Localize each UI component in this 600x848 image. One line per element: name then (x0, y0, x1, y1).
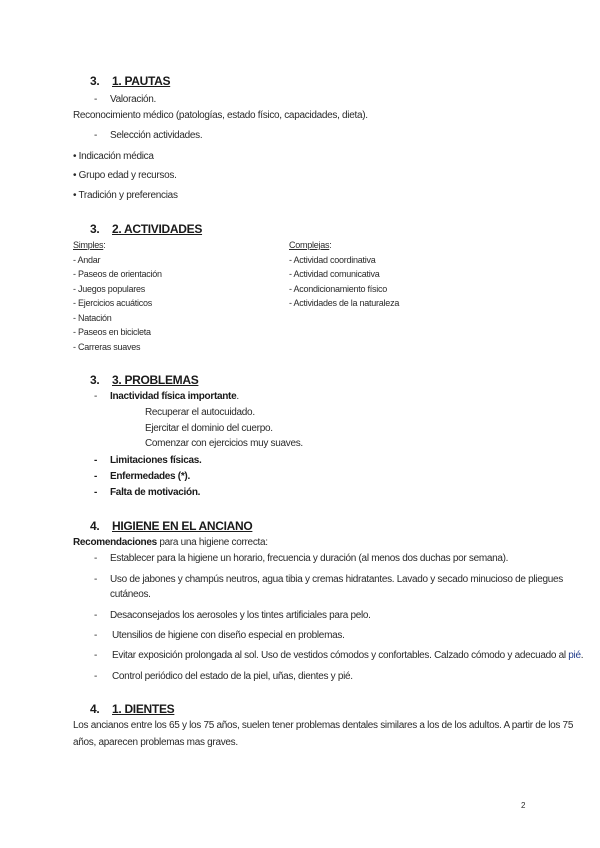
heading-number: 3. (90, 373, 100, 387)
higiene-item-continued: cutáneos. (110, 589, 151, 600)
dash: - (94, 455, 98, 466)
list-item: - Acondicionamiento físico (289, 284, 388, 294)
dash: - (94, 630, 98, 641)
dash: - (94, 553, 98, 564)
reconocimiento-text: Reconocimiento médico (patologías, estado físico, capacidades, dieta). (73, 110, 368, 121)
higiene-item: Establecer para la higiene un horario, frecuencia y duración (al menos dos duchas por semana). (110, 553, 509, 564)
heading-title: 1. DIENTES (112, 702, 175, 716)
dash: - (94, 94, 98, 105)
higiene-item: Utensilios de higiene con diseño especial en problemas. (112, 630, 345, 641)
list-item: - Paseos en bicicleta (73, 327, 151, 337)
heading-dientes (90, 702, 174, 716)
dash: - (94, 671, 98, 682)
heading-title: 1. PAUTAS (112, 74, 171, 88)
dash: - (94, 391, 98, 402)
list-item: - Natación (73, 313, 112, 323)
list-item: - Ejercicios acuáticos (73, 298, 153, 308)
heading-actividades (90, 222, 202, 236)
enfermedades-text: Enfermedades (*). (110, 471, 190, 482)
list-item: - Andar (73, 255, 101, 265)
seleccion-text: Selección actividades. (110, 130, 203, 141)
list-item: - Carreras suaves (73, 342, 141, 352)
dientes-paragraph-line: años, aparecen problemas mas graves. (73, 737, 238, 748)
bullet-item: • Tradición y preferencias (73, 190, 178, 201)
limitaciones-text: Limitaciones físicas. (110, 455, 202, 466)
dash: - (94, 130, 98, 141)
heading-number: 3. (90, 74, 100, 88)
higiene-item: Evitar exposición prolongada al sol. Uso de vestidos cómodos y confortables. Calzado cómodo y adecuado al pié. (112, 650, 584, 661)
sub-item: Ejercitar el dominio del cuerpo. (145, 423, 273, 434)
dash: - (94, 487, 98, 498)
heading-number: 3. (90, 222, 100, 236)
heading-problemas (90, 373, 198, 387)
heading-pautas (90, 74, 170, 88)
list-item: - Actividades de la naturaleza (289, 298, 400, 308)
recomendaciones-text: Recomendaciones para una higiene correcta: (73, 537, 268, 548)
complejas-label: Complejas: (289, 240, 332, 250)
heading-title: 3. PROBLEMAS (112, 373, 199, 387)
simples-label: Simples: (73, 240, 106, 250)
list-item: - Actividad comunicativa (289, 269, 380, 279)
heading-number: 4. (90, 519, 100, 533)
heading-title: 2. ACTIVIDADES (112, 222, 203, 236)
inactividad-text: Inactividad física importante. (110, 391, 239, 402)
heading-number: 4. (90, 702, 100, 716)
bullet-item: • Indicación médica (73, 151, 154, 162)
higiene-item: Control periódico del estado de la piel, uñas, dientes y pié. (112, 671, 353, 682)
dash: - (94, 574, 98, 585)
falta-text: Falta de motivación. (110, 487, 201, 498)
higiene-item: Uso de jabones y champús neutros, agua tibia y cremas hidratantes. Lavado y secado minucioso de pliegues (110, 574, 563, 585)
page-number: 2 (521, 801, 526, 810)
heading-title: HIGIENE EN EL ANCIANO (112, 519, 253, 533)
higiene-item: Desaconsejados los aerosoles y los tintes artificiales para pelo. (110, 610, 371, 621)
dash: - (94, 471, 98, 482)
list-item: - Paseos de orientación (73, 269, 162, 279)
dientes-paragraph-line: Los ancianos entre los 65 y los 75 años, suelen tener problemas dentales similares a los de los adultos. A partir de los 75 (73, 720, 574, 731)
bullet-item: • Grupo edad y recursos. (73, 170, 177, 181)
sub-item: Comenzar con ejercicios muy suaves. (145, 438, 303, 449)
list-item: - Juegos populares (73, 284, 146, 294)
dash: - (94, 650, 98, 661)
dash: - (94, 610, 98, 621)
list-item: - Actividad coordinativa (289, 255, 376, 265)
heading-higiene (90, 519, 252, 533)
sub-item: Recuperar el autocuidado. (145, 407, 255, 418)
valoracion-text: Valoración. (110, 94, 156, 105)
